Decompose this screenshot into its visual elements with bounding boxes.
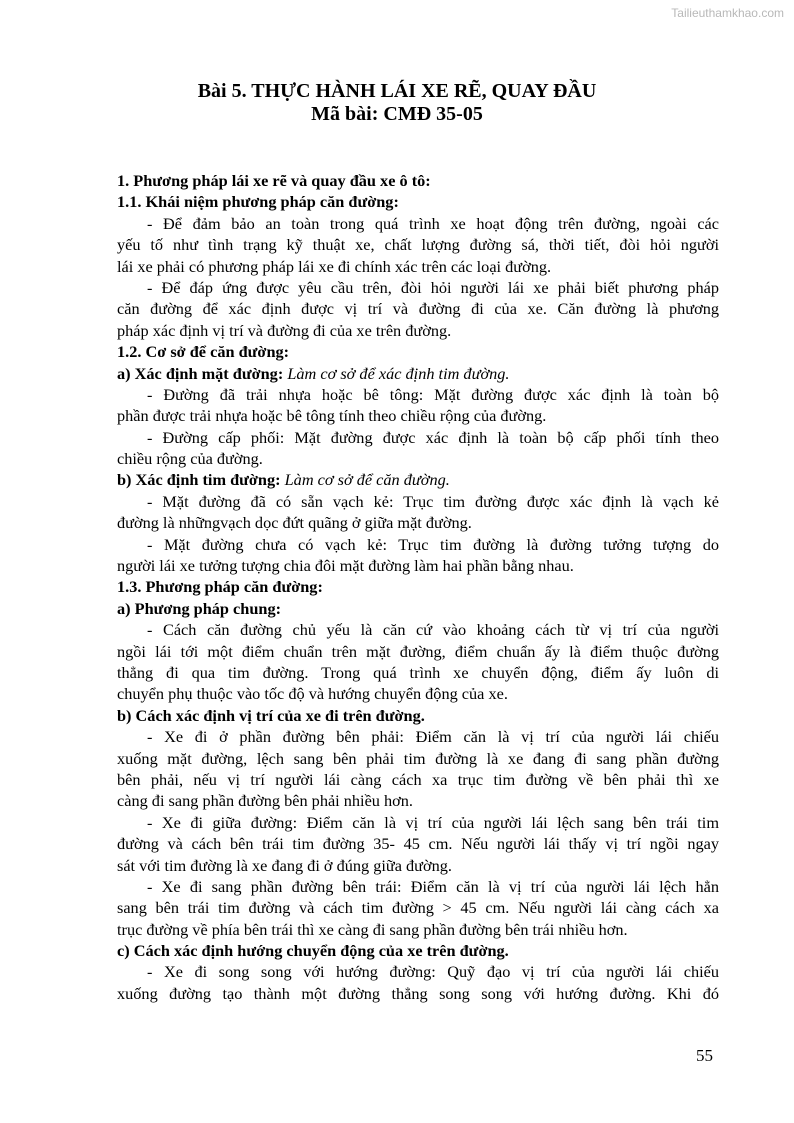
- paragraph-line: - Mặt đường đã có sẵn vạch kẻ: Trục tim đường được xác định là vạch kẻ: [147, 491, 719, 511]
- paragraph-line: - Xe đi sang phần đường bên trái: Điểm căn là vị trí của người lái lệch hẳn: [147, 876, 719, 896]
- paragraph-line: bên phải, nếu vị trí người lái càng cách xa trục tim đường về bên phải thì xe: [117, 769, 719, 789]
- paragraph-line: thẳng đi qua tim đường. Trong quá trình xe chuyển động, điểm ấy luôn di: [117, 662, 719, 682]
- document-body: [117, 170, 719, 1004]
- paragraph-line: - Cách căn đường chủ yếu là căn cứ vào khoảng cách từ vị trí của người: [147, 620, 719, 640]
- lesson-title: [0, 80, 794, 126]
- title-line-2: Mã bài: CMĐ 35-05: [311, 103, 483, 125]
- paragraph-line: - Xe đi ở phần đường bên phải: Điểm căn là vị trí của người lái chiếu: [147, 727, 719, 747]
- paragraph-line: - Đường cấp phối: Mặt đường được xác định là toàn bộ cấp phối tính theo: [147, 427, 719, 447]
- paragraph-line: - Đường đã trải nhựa hoặc bê tông: Mặt đường được xác định là toàn bộ: [147, 384, 719, 404]
- section-heading: 1.3. Phương pháp căn đường:: [117, 577, 323, 597]
- heading-label: b) Xác định tim đường:: [117, 470, 281, 490]
- section-heading: 1.2. Cơ sở để căn đường:: [117, 342, 290, 362]
- watermark: Tailieuthamkhao.com: [671, 6, 784, 20]
- paragraph-line: xuống đường tạo thành một đường thẳng song song với hướng đường. Khi đó: [117, 983, 719, 1003]
- paragraph-line: - Để đảm bảo an toàn trong quá trình xe hoạt động trên đường, ngoài các: [147, 213, 719, 233]
- title-line-1: Bài 5. THỰC HÀNH LÁI XE RẼ, QUAY ĐẦU: [197, 80, 597, 102]
- heading-label: a) Xác định mặt đường:: [117, 363, 284, 383]
- section-heading: b) Cách xác định vị trí của xe đi trên đường.: [117, 705, 425, 725]
- heading-note: Làm cơ sở để căn đường.: [284, 470, 450, 490]
- paragraph: [117, 812, 719, 876]
- paragraph-line: sang bên trái tim đường và cách tim đường > 45 cm. Nếu người lái càng cách xa: [117, 898, 719, 918]
- paragraph: [117, 384, 719, 427]
- paragraph-line: xuống mặt đường, lệch sang bên phải tim đường là xe đang đi sang phần đường: [117, 748, 719, 768]
- paragraph-line: đường và cách bên trái tim đường 35- 45 cm. Nếu người lái thấy vị trí ngồi ngay: [117, 834, 719, 854]
- subsection-heading: [117, 363, 719, 384]
- section-heading: 1.1. Khái niệm phương pháp căn đường:: [117, 192, 399, 212]
- paragraph: [117, 534, 719, 577]
- paragraph-line: người lái xe tưởng tượng chia đôi mặt đường làm hai phần bằng nhau.: [117, 556, 574, 576]
- paragraph-line: sát với tim đường là xe đang đi ở đúng giữa đường.: [117, 855, 452, 875]
- page-number: 55: [696, 1046, 713, 1065]
- paragraph-line: - Xe đi song song với hướng đường: Quỹ đạo vị trí của người lái chiếu: [147, 962, 719, 982]
- section-heading: 1. Phương pháp lái xe rẽ và quay đầu xe ô tô:: [117, 171, 431, 190]
- paragraph: [117, 619, 719, 705]
- paragraph: [117, 961, 719, 1004]
- section-heading: a) Phương pháp chung:: [117, 598, 282, 618]
- paragraph-line: căn đường để xác định được vị trí và đường đi của xe. Căn đường là phương: [117, 299, 719, 319]
- paragraph: [117, 427, 719, 470]
- paragraph: [117, 876, 719, 940]
- heading-note: Làm cơ sở để xác định tim đường.: [287, 363, 510, 383]
- paragraph-line: yếu tố như tình trạng kỹ thuật xe, chất lượng đường sá, thời tiết, đòi hỏi người: [117, 235, 719, 255]
- paragraph-line: ngồi lái tới một điểm chuẩn trên mặt đường, điểm chuẩn ấy là điểm thuộc đường: [117, 641, 719, 661]
- paragraph-line: đường là nhữngvạch dọc đứt quãng ở giữa mặt đường.: [117, 513, 472, 533]
- paragraph: [117, 277, 719, 341]
- paragraph-line: - Mặt đường chưa có vạch kẻ: Trục tim đường là đường tưởng tượng do: [147, 534, 719, 554]
- paragraph-line: pháp xác định vị trí và đường đi của xe trên đường.: [117, 320, 452, 340]
- paragraph: [117, 726, 719, 812]
- paragraph-line: - Xe đi giữa đường: Điểm căn là vị trí của người lái lệch sang bên trái tim: [147, 812, 719, 832]
- paragraph-line: - Để đáp ứng được yêu cầu trên, đòi hỏi người lái xe phải biết phương pháp: [147, 277, 719, 297]
- paragraph-line: chiều rộng của đường.: [117, 449, 263, 469]
- paragraph-line: lái xe phải có phương pháp lái xe đi chính xác trên các loại đường.: [117, 256, 552, 276]
- subsection-heading: [117, 469, 719, 490]
- paragraph-line: phần được trải nhựa hoặc bê tông tính theo chiều rộng của đường.: [117, 406, 547, 426]
- paragraph-line: chuyển phụ thuộc vào tốc độ và hướng chuyển động của xe.: [117, 684, 508, 704]
- paragraph: [117, 213, 719, 277]
- paragraph-line: trục đường về phía bên trái thì xe càng đi sang phần đường bên trái nhiều hơn.: [117, 919, 628, 939]
- paragraph: [117, 491, 719, 534]
- paragraph-line: càng đi sang phần đường bên phải nhiều hơn.: [117, 791, 413, 811]
- section-heading: c) Cách xác định hướng chuyển động của xe trên đường.: [117, 941, 509, 961]
